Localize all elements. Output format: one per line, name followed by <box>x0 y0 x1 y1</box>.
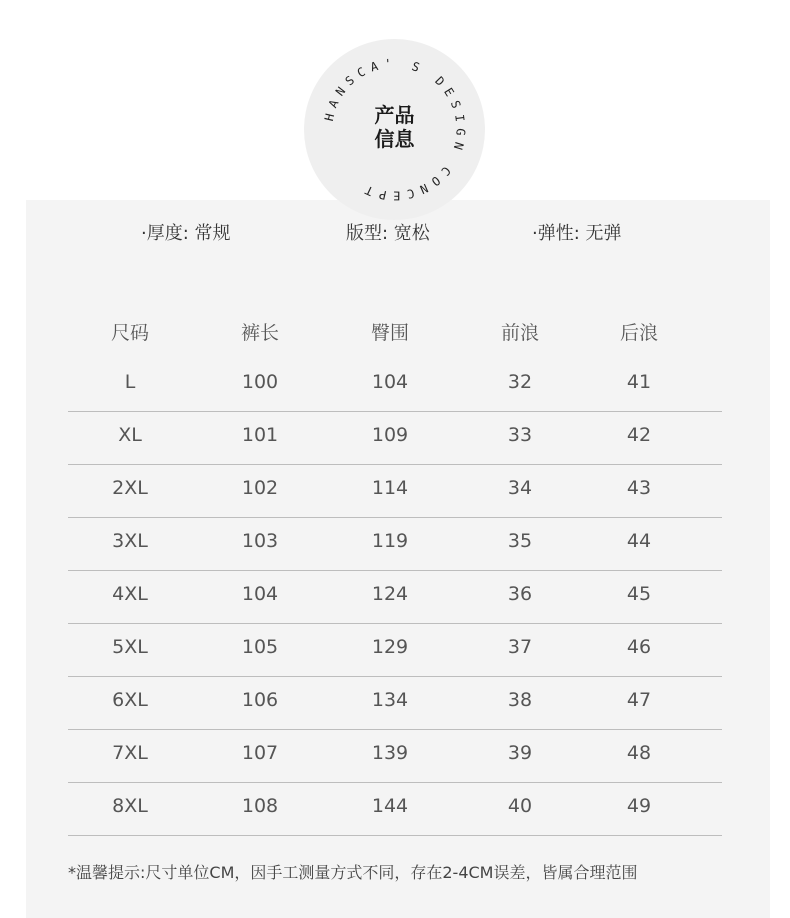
table-row <box>68 424 722 477</box>
table-cell: 129 <box>371 636 409 658</box>
table-cell: 6XL <box>112 689 148 711</box>
table-row <box>68 636 722 689</box>
table-header-cell: 前浪 <box>500 322 539 344</box>
table-cell: 105 <box>241 636 279 658</box>
table-cell: 48 <box>626 742 652 764</box>
row-divider <box>68 623 722 624</box>
table-cell: 7XL <box>112 742 148 764</box>
table-cell: 101 <box>241 424 279 446</box>
table-header-cell: 后浪 <box>619 322 658 344</box>
table-row <box>68 795 722 848</box>
table-cell: 38 <box>507 689 533 711</box>
table-cell: 8XL <box>112 795 148 817</box>
table-cell: 102 <box>241 477 279 499</box>
table-cell: 3XL <box>112 530 148 552</box>
table-row <box>68 477 722 530</box>
measurement-note: *温馨提示:尺寸单位CM，因手工测量方式不同，存在2-4CM误差，皆属合理范围 <box>68 863 638 882</box>
table-cell: 32 <box>507 371 533 393</box>
badge-title-line2: 信息 <box>374 127 415 151</box>
table-cell: L <box>124 371 136 393</box>
table-cell: 134 <box>371 689 409 711</box>
table-cell: 124 <box>371 583 409 605</box>
table-cell: 114 <box>371 477 409 499</box>
row-divider <box>68 517 722 518</box>
table-row <box>68 530 722 583</box>
table-cell: 44 <box>626 530 652 552</box>
table-cell: 42 <box>626 424 652 446</box>
table-header-cell: 尺码 <box>110 322 149 344</box>
table-cell: 103 <box>241 530 279 552</box>
table-cell: 108 <box>241 795 279 817</box>
table-cell: 119 <box>371 530 409 552</box>
table-cell: 100 <box>241 371 279 393</box>
table-cell: 49 <box>626 795 652 817</box>
table-cell: 33 <box>507 424 533 446</box>
table-cell: 144 <box>371 795 409 817</box>
table-cell: 36 <box>507 583 533 605</box>
table-cell: 43 <box>626 477 652 499</box>
table-cell: 34 <box>507 477 533 499</box>
row-divider <box>68 411 722 412</box>
table-cell: 37 <box>507 636 533 658</box>
table-cell: 47 <box>626 689 652 711</box>
table-cell: 4XL <box>112 583 148 605</box>
badge-title <box>304 103 485 151</box>
table-cell: 106 <box>241 689 279 711</box>
row-divider <box>68 464 722 465</box>
table-cell: 45 <box>626 583 652 605</box>
badge-ring-textpath: HANSCA' S DESIGN CONCEPT <box>321 56 468 203</box>
table-row <box>68 689 722 742</box>
row-divider <box>68 729 722 730</box>
property-thickness: ·厚度: 常规 <box>141 223 231 244</box>
table-cell: 39 <box>507 742 533 764</box>
table-cell: 41 <box>626 371 652 393</box>
table-row <box>68 371 722 424</box>
row-divider <box>68 676 722 677</box>
table-row <box>68 742 722 795</box>
row-divider <box>68 782 722 783</box>
table-header-row <box>68 318 722 371</box>
table-cell: 104 <box>371 371 409 393</box>
table-cell: 5XL <box>112 636 148 658</box>
property-row <box>0 219 790 245</box>
table-header-cell: 裤长 <box>240 322 279 344</box>
table-cell: 35 <box>507 530 533 552</box>
badge-title-line1: 产品 <box>374 103 415 127</box>
property-fit: 版型: 宽松 <box>346 223 430 244</box>
row-divider <box>68 570 722 571</box>
property-elasticity: ·弹性: 无弹 <box>532 223 622 244</box>
table-cell: 109 <box>371 424 409 446</box>
table-cell: 40 <box>507 795 533 817</box>
table-cell: 139 <box>371 742 409 764</box>
table-cell: 46 <box>626 636 652 658</box>
table-cell: 104 <box>241 583 279 605</box>
table-cell: 2XL <box>112 477 148 499</box>
table-row <box>68 583 722 636</box>
product-info-badge <box>304 39 485 220</box>
table-cell: XL <box>118 424 142 446</box>
table-header-cell: 臀围 <box>370 322 409 344</box>
row-divider <box>68 835 722 836</box>
table-cell: 107 <box>241 742 279 764</box>
